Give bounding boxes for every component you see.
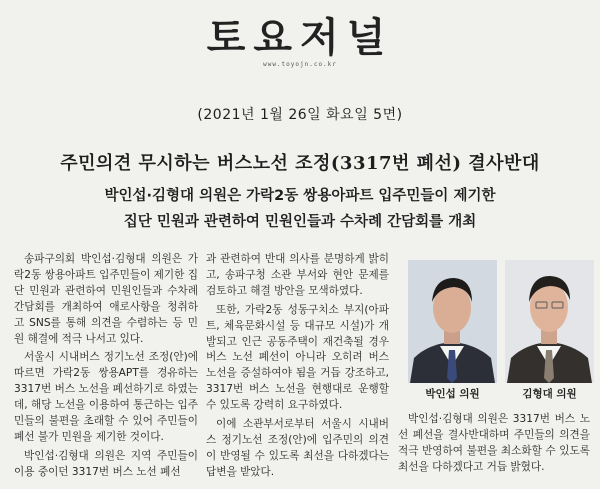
portrait-photo-kim (505, 260, 594, 383)
portrait-image (505, 260, 594, 383)
paragraph: 이에 소관부서로부터 서울시 시내버스 정기노선 조정(안)에 입주민의 의견이 반영될 수 있도록 최선을 다하겠다는 답변을 받았다. (206, 418, 389, 478)
masthead (0, 16, 600, 68)
photo-caption: 김형대 의원 (522, 388, 577, 400)
subheadline-line-2: 집단 민원과 관련하여 민원인들과 수차례 간담회를 개최 (123, 214, 477, 230)
headline: 주민의견 무시하는 버스노선 조정(3317번 폐선) 결사반대 (60, 153, 540, 174)
paragraph: 박인섭·김형대 의원은 3317번 버스 노선 폐선을 결사반대하며 주민들의 의견을 적극 반영하여 불편을 최소화할 수 있도록 최선을 다하겠다고 거듭 밝혔다. (398, 413, 590, 473)
article-column-3 (398, 412, 590, 476)
photo-caption: 박인섭 의원 (425, 388, 480, 400)
paragraph: 송파구의회 박인섭·김형대 의원은 가락2동 쌍용아파트 입주민들이 제기한 집단 민원과 관련하여 민원인들과 수차례 간담회를 개최하여 애로사항을 청취하고 SNS를 통해 의견을 수렴하는 등 민원 해결에 적극 나서고 있다. (14, 253, 198, 345)
paragraph: 박인섭·김형대 의원은 지역 주민들이 이용 중이던 3317번 버스 노선 폐선 (14, 449, 198, 478)
paragraph: 서울시 시내버스 정기노선 조정(안)에 따르면 가락2동 쌍용APT를 경유하는 3317번 버스 노선을 폐선하기로 하였는데, 해당 노선을 이용하여 통근하는 입주민들의 불편을 초래할 수 있어 주민들이 폐선 불가 민원을 제기한 것이다. (14, 351, 198, 443)
dateline: (2021년 1월 26일 화요일 5면) (197, 107, 403, 123)
paragraph: 또한, 가락2동 성동구치소 부지(아파트, 체육문화시설 등 대규모 시설)가 개발되고 인근 공동주택이 재건축될 경우 버스 노선 폐선이 아니라 오히려 버스 노선을 증설하여야 됨을 거듭 강조하고, 3317번 버스 노선을 현행대로 운행할 수 있도록 강력히 요구하였다. (206, 303, 389, 412)
article-column-1 (14, 252, 198, 481)
masthead-url: www.toyojn.co.kr (263, 61, 337, 68)
paragraph: 과 관련하여 반대 의사를 분명하게 밝히고, 송파구청 소관 부서와 현안 문제를 검토하고 해결 방안을 모색하였다. (206, 253, 389, 297)
article-column-2 (206, 252, 389, 481)
portrait-photo-park (408, 260, 497, 383)
masthead-title: 토요저널 (206, 15, 394, 61)
subheadline-line-1: 박인섭·김형대 의원은 가락2동 쌍용아파트 입주민들이 제기한 (104, 188, 496, 204)
portrait-image (408, 260, 497, 383)
